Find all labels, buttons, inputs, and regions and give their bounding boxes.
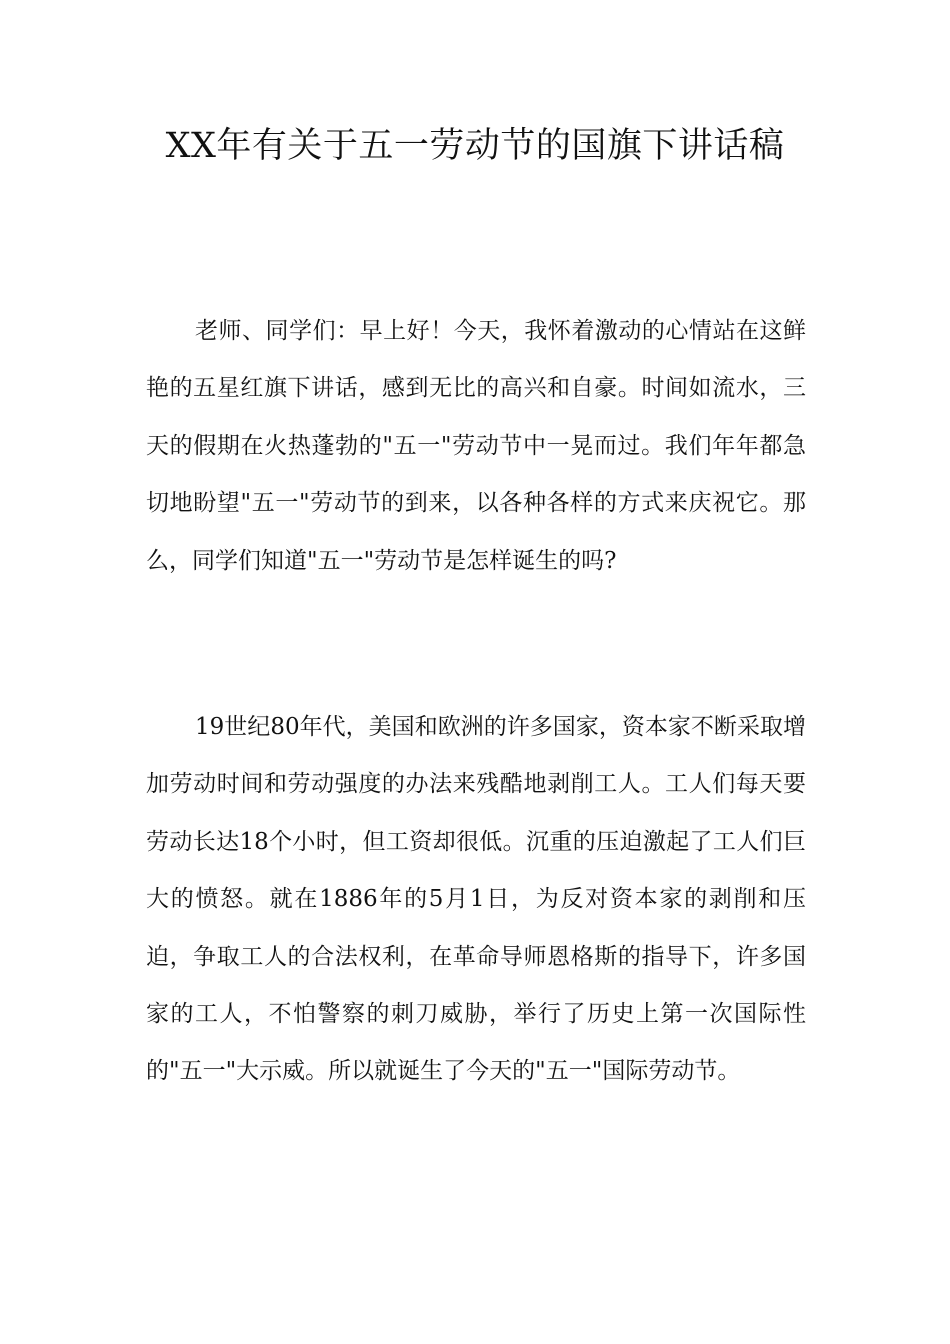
paragraph-history: 19世纪80年代，美国和欧洲的许多国家，资本家不断采取增加劳动时间和劳动强度的办法来残酷地剥削工人。工人们每天要劳动长达18个小时，但工资却很低。沉重的压迫激起了工人们巨大的愤怒。就在1886年的5月1日，为反对资本家的剥削和压迫，争取工人的合法权利，在革命导师恩格斯的指导下，许多国家的工人，不怕警察的刺刀威胁，举行了历史上第一次国际性的"五一"大示威。所以就诞生了今天的"五一"国际劳动节。: [146, 714, 806, 1085]
paragraph-greeting: 老师、同学们：早上好！今天，我怀着激动的心情站在这鲜艳的五星红旗下讲话，感到无比的高兴和自豪。时间如流水，三天的假期在火热蓬勃的"五一"劳动节中一晃而过。我们年年都急切地盼望"五一"劳动节的到来，以各种各样的方式来庆祝它。那么，同学们知道"五一"劳动节是怎样诞生的吗?: [146, 318, 806, 574]
document-title: XX年有关于五一劳动节的国旗下讲话稿: [165, 126, 785, 166]
